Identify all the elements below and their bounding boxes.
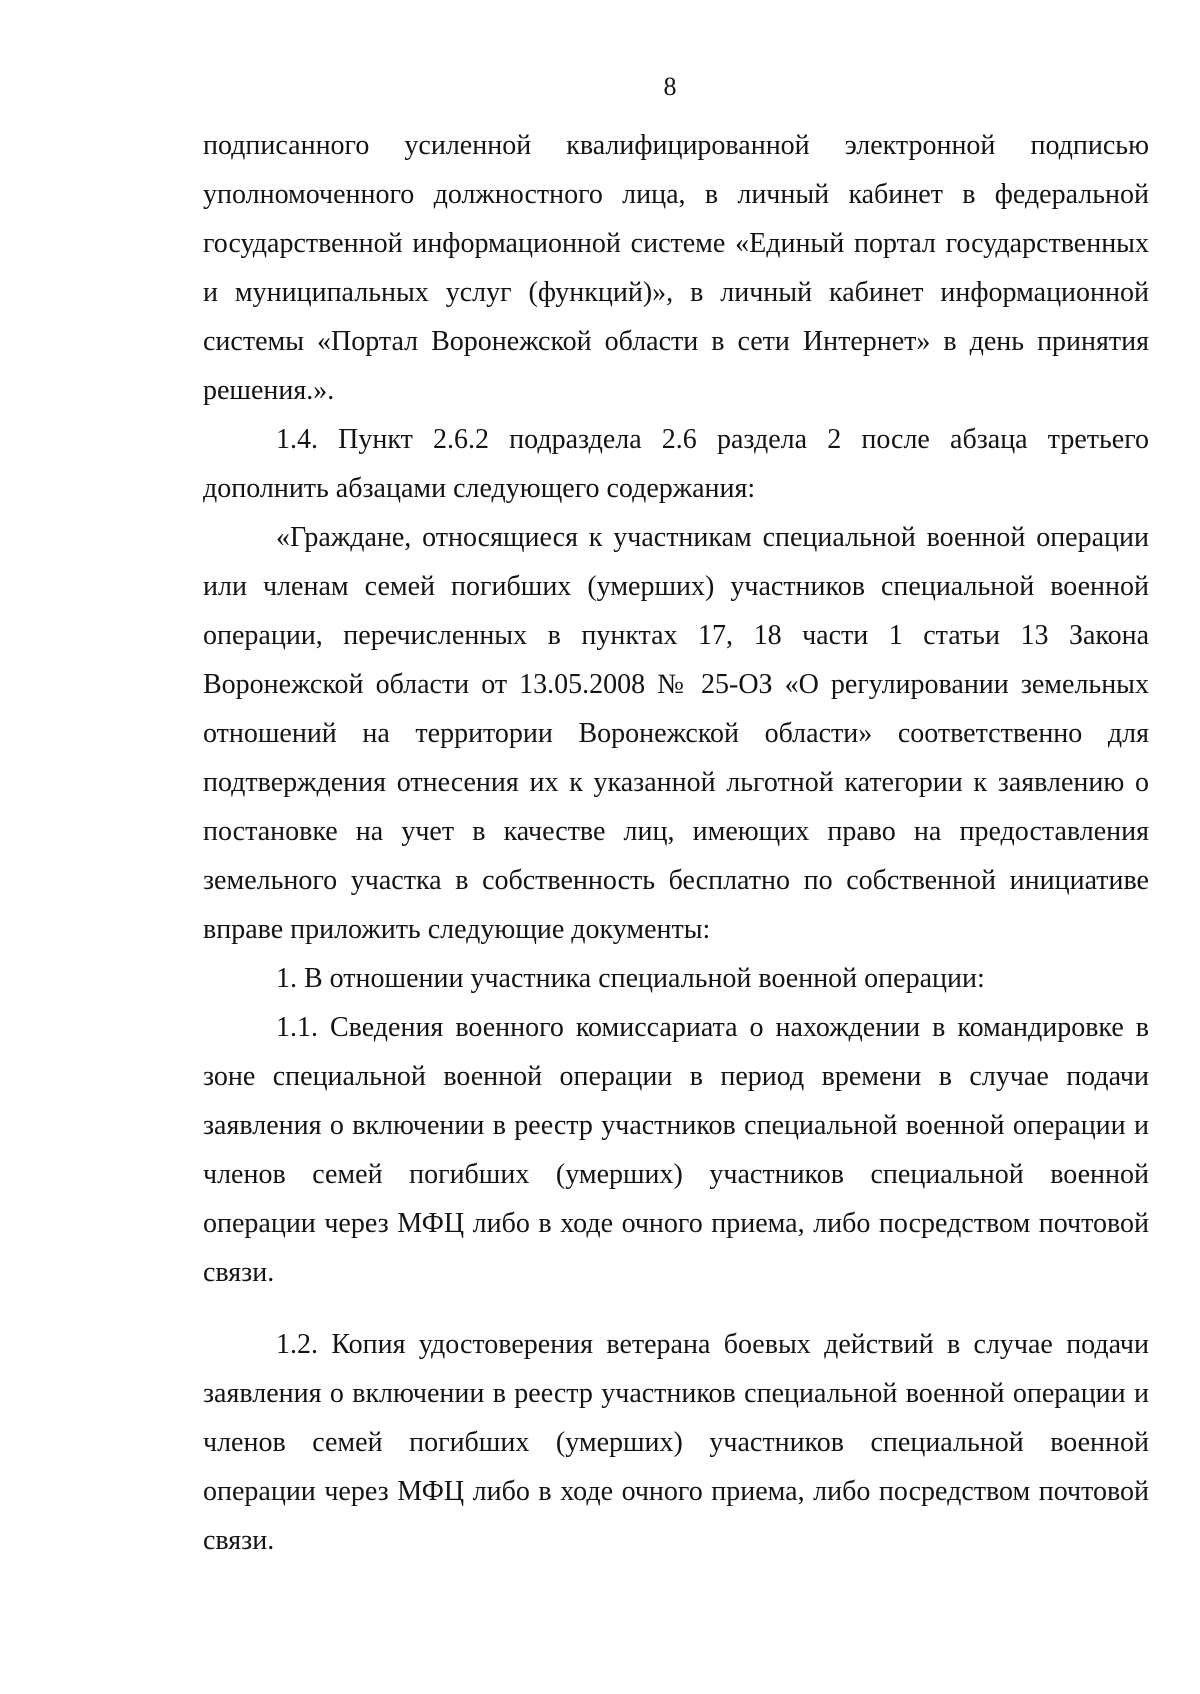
document-body [203,121,1149,1565]
paragraph-item-1-2: 1.2. Копия удостоверения ветерана боевых действий в случае подачи заявления о включении в реестр участников специальной военной операции и членов семей погибших (умерших) участников специальной военной операции через МФЦ либо в ходе очного приема, либо посредством почтовой связи. [203,1329,1149,1556]
paragraph-quote-citizens: «Граждане, относящиеся к участникам специальной военной операции или членам семей погибших (умерших) участников специальной военной операции, перечисленных в пунктах 17, 18 части 1 статьи 13 Закона Воронежской области от 13.05.2008 № 25-ОЗ «О регулировании земельных отношений на территории Воронежской области» соответственно для подтверждения отнесения их к указанной льготной категории к заявлению о постановке на учет в качестве лиц, имеющих право на предоставления земельного участка в собственность бесплатно по собственной инициативе вправе приложить следующие документы: [203,522,1149,945]
page-number: 8 [663,72,677,101]
paragraph-item-1-1: 1.1. Сведения военного комиссариата о нахождении в командировке в зоне специальной военной операции в период времени в случае подачи заявления о включении в реестр участников специальной военной операции и членов семей погибших (умерших) участников специальной военной операции через МФЦ либо в ходе очного приема, либо посредством почтовой связи. [203,1012,1149,1288]
paragraph-item-1: 1. В отношении участника специальной военной операции: [276,963,985,994]
paragraph-continuation: подписанного усиленной квалифицированной электронной подписью уполномоченного должностного лица, в личный кабинет в федеральной государственной информационной системе «Единый портал государственных и муниципальных услуг (функций)», в личный кабинет информационной системы «Портал Воронежской области в сети Интернет» в день принятия решения.». [203,130,1149,406]
paragraph-item-1-4: 1.4. Пункт 2.6.2 подраздела 2.6 раздела 2 после абзаца третьего дополнить абзацами следующего содержания: [203,424,1149,504]
